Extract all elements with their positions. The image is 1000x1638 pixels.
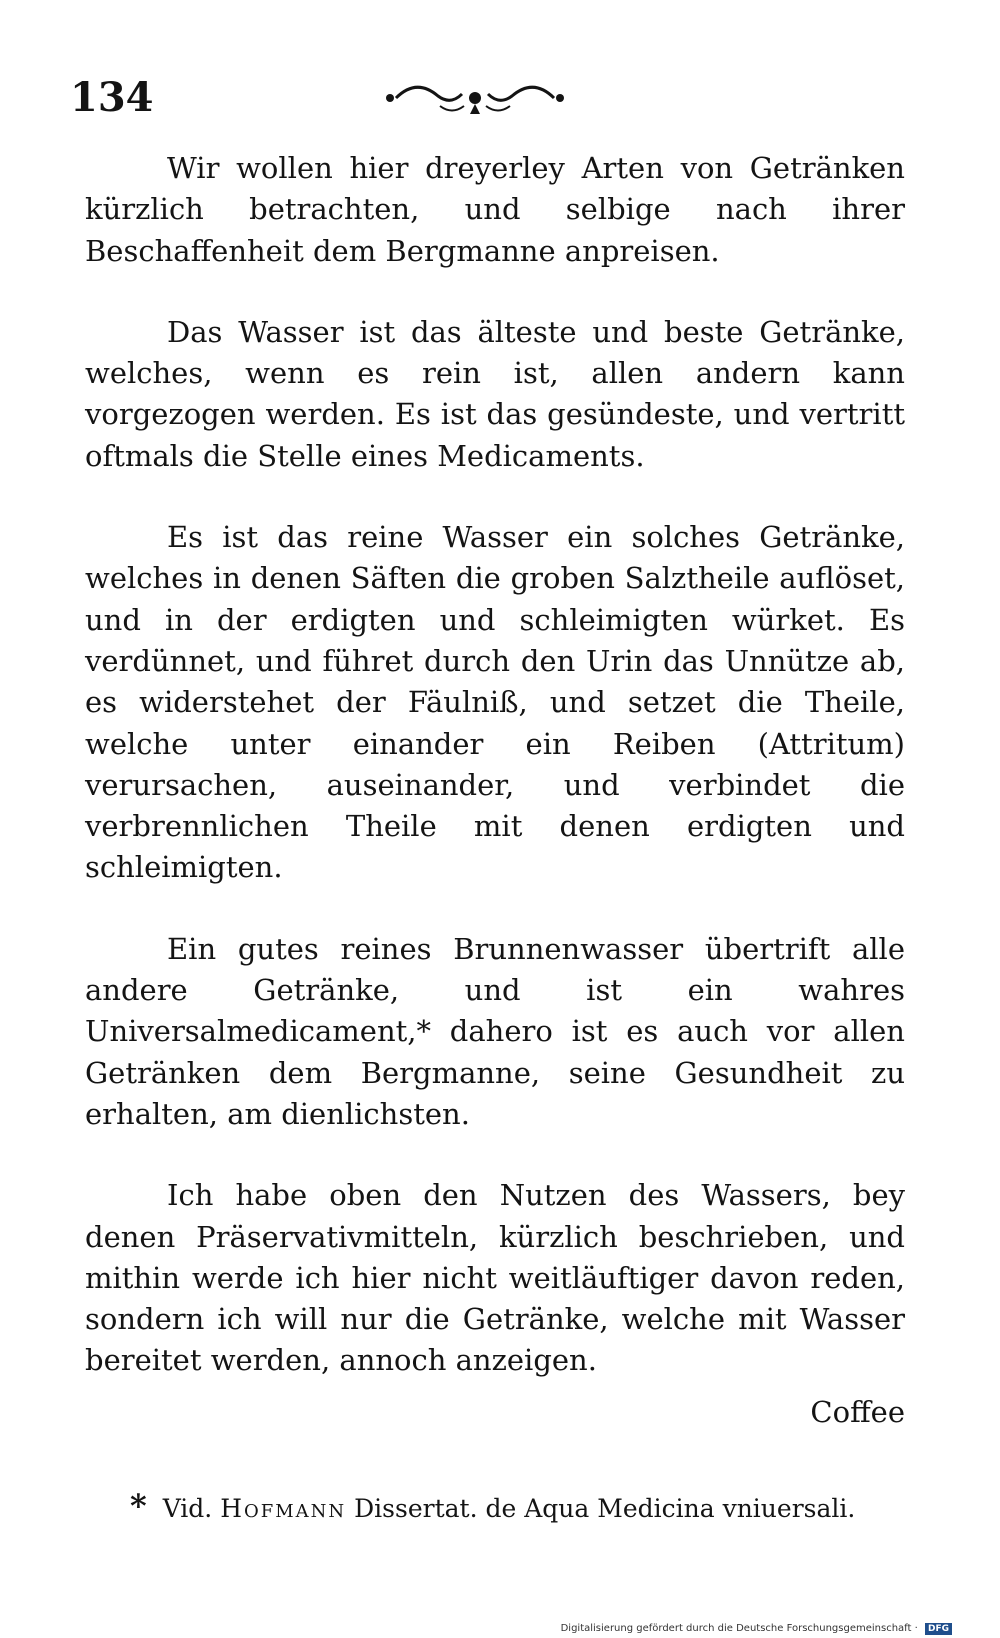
footnote-text: Dissertat. de Aqua Medicina vniuersali.: [354, 1494, 856, 1523]
paragraph: Wir wollen hier dreyerley Arten von Getränken kürzlich betrachten, und selbige nach ihrer Beschaffenheit dem Bergmanne anpreisen.: [85, 151, 905, 268]
credit-text: Digitalisierung gefördert durch die Deutsche Forschungsgemeinschaft ·: [560, 1623, 918, 1634]
footnote-mark: *: [130, 1487, 147, 1525]
paragraph: Ein gutes reines Brunnenwasser übertrift alle andere Getränke, und ist ein wahres Universalmedicament,* dahero ist es auch vor allen Getränken dem Bergmanne, seine Gesundheit zu erhalten, am dienlichsten.: [85, 931, 905, 1131]
page-number: 134: [70, 74, 154, 121]
footnote: [130, 1486, 910, 1529]
footnote-prefix: Vid.: [162, 1494, 213, 1523]
footnote-author: Hofmann: [220, 1494, 347, 1523]
floral-vignette-icon: [380, 78, 570, 118]
paragraph: Das Wasser ist das älteste und beste Getränke, welches, wenn es rein ist, allen andern kann vorgezogen werden. Es ist das gesündeste, und vertritt oftmals die Stelle eines Medicaments.: [85, 314, 905, 473]
body-text: [85, 148, 905, 1422]
paragraph: Es ist das reine Wasser ein solches Getränke, welches in denen Säften die groben Salztheile auflöset, und in der erdigten und schleimigten würket. Es verdünnet, und führet durch den Urin das Unnütze ab, es widerstehet der Fäulniß, und setzet die Theile, welche unter einander ein Reiben (Attritum) verursachen, auseinander, und verbindet die verbrennlichen Theile mit denen erdigten und schleimigten.: [85, 520, 905, 885]
dfg-logo: DFG: [925, 1623, 952, 1635]
catchword: Coffee: [810, 1395, 905, 1429]
paragraph: Ich habe oben den Nutzen des Wassers, bey denen Präservativmitteln, kürzlich beschrieben, und mithin werde ich hier nicht weitläuftiger davon reden, sondern ich will nur die Getränke, welche mit Wasser bereitet werden, annoch anzeigen.: [85, 1178, 905, 1378]
digitization-credit: [561, 1623, 952, 1635]
